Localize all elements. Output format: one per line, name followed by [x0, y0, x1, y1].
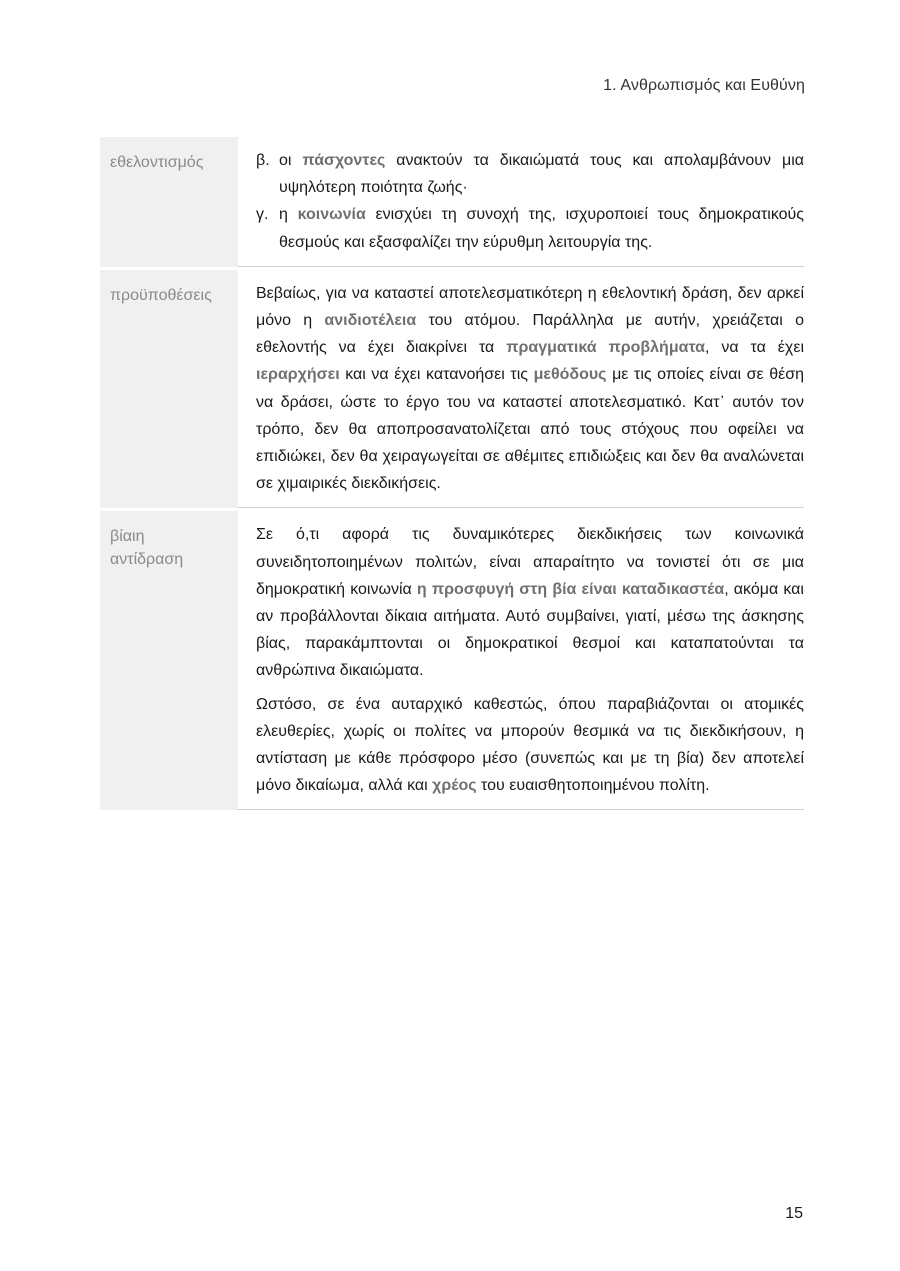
row-body: [238, 511, 804, 810]
paragraph: [256, 691, 804, 800]
paragraph: [256, 521, 804, 684]
text-run: , να τα έχει: [705, 339, 805, 357]
row-prerequisites: [100, 270, 804, 509]
list-marker: γ.: [256, 206, 269, 224]
text-run: οι: [279, 152, 303, 169]
list-text: [279, 147, 804, 201]
row-label: [100, 511, 238, 810]
row-volunteerism: [100, 137, 804, 267]
running-header: 1. Ανθρωπισμός και Ευθύνη: [603, 77, 805, 94]
list-item: [256, 147, 804, 201]
text-run: του ευαισθητοποιημένου πολίτη.: [476, 777, 710, 795]
paragraph: [256, 280, 804, 498]
highlighted-term: πάσχοντες: [302, 152, 386, 169]
row-violent-reaction: [100, 511, 804, 810]
text-run: και να έχει κατανοήσει τις: [339, 366, 534, 384]
row-body: [238, 270, 804, 509]
content-table: [100, 137, 804, 810]
list-text: [279, 201, 804, 255]
text-run: η: [279, 206, 298, 224]
row-label-line: βίαιη: [110, 528, 145, 546]
text-run: Σε ό,τι αφορά τις δυναμικότερες διεκδικήσεις των κοινωνικά συνειδητοποιημένων πολιτών, είναι απαραίτητο να τονιστεί ότι σε μια δημοκρατική κοινωνία: [256, 526, 804, 598]
highlighted-term: χρέος: [432, 777, 477, 795]
text-run: με τις οποίες είναι σε θέση να δράσει, ώστε το έργο του να καταστεί αποτελεσματικό. Κατ᾽ αυτόν τον τρόπο, δεν θα αποπροσανατολίζεται από τους στόχους που οφείλει να επιδιώκει, δεν θα χειραγωγείται σε αθέμιτες επιδιώξεις και δεν θα αναλώνεται σε χιμαιρικές διεκδικήσεις.: [256, 366, 804, 493]
highlighted-term: πραγματικά προβλήματα: [506, 339, 705, 357]
row-label-line: αντίδραση: [110, 551, 184, 569]
row-body: [238, 137, 804, 267]
list-marker: β.: [256, 152, 270, 169]
highlighted-term: μεθόδους: [533, 366, 607, 384]
text-run: του ατόμου. Παράλληλα με αυτήν, χρειάζεται ο εθελοντής να έχει διακρίνει τα: [256, 312, 804, 357]
list-item: [256, 201, 804, 255]
highlighted-term: κοινωνία: [297, 206, 366, 224]
page-number: 15: [785, 1205, 803, 1222]
text-run: Βεβαίως, για να καταστεί αποτελεσματικότερη η εθελοντική δράση, δεν αρκεί μόνο η: [256, 284, 804, 330]
highlighted-term: ανιδιοτέλεια: [324, 312, 417, 330]
highlighted-term: η προσφυγή στη βία είναι καταδικαστέα: [416, 580, 725, 598]
text-run: , ακόμα και αν προβάλλονται δίκαια αιτήματα. Αυτό συμβαίνει, γιατί, μέσω της άσκησης βίας, παρακάμπτονται οι δημοκρατικοί θεσμοί και καταπατούνται τα ανθρώπινα δικαιώματα.: [256, 580, 804, 680]
row-label: εθελοντισμός: [100, 137, 238, 267]
text-run: ανακτούν τα δικαιώματά τους και απολαμβάνουν μια υψηλότερη ποιότητα ζωής·: [279, 152, 804, 197]
highlighted-term: ιεραρχήσει: [256, 366, 340, 384]
row-label: προϋποθέσεις: [100, 270, 238, 509]
text-run: Ωστόσο, σε ένα αυταρχικό καθεστώς, όπου παραβιάζονται οι ατομικές ελευθερίες, χωρίς οι πολίτες να μπορούν θεσμικά να τις διεκδικήσουν, η αντίσταση με κάθε πρόσφορο μέσο (συνεπώς και με τη βία) δεν αποτελεί μόνο δικαίωμα, αλλά και: [256, 695, 804, 795]
text-run: ενισχύει τη συνοχή της, ισχυροποιεί τους δημοκρατικούς θεσμούς και εξασφαλίζει την εύρυθμη λειτουργία της.: [279, 206, 804, 251]
